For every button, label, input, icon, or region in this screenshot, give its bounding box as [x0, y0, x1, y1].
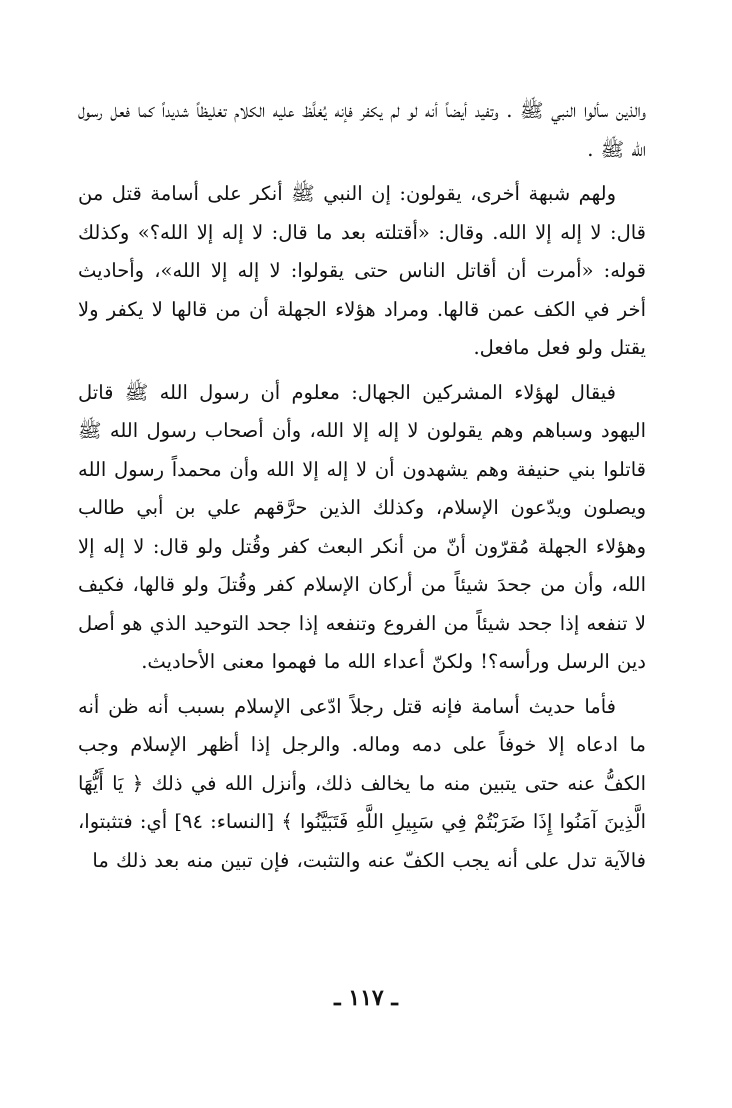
- page-body: [78, 92, 646, 992]
- page-number: ـ ١١٧ ـ: [334, 985, 398, 1011]
- paragraph-1: والذين سألوا النبي ﷺ . وتفيد أيضاً أنه لو لم يكفر فإنه يُغلَّظ عليه الكلام تغليظاً شديداً كما فعل رسول الله ﷺ .: [78, 99, 646, 161]
- paragraph-3: فيقال لهؤلاء المشركين الجهال: معلوم أن رسول الله ﷺ قاتل اليهود وسباهم وهم يقولون لا إله إلا الله، وأن أصحاب رسول الله ﷺ قاتلوا بني حنيفة وهم يشهدون أن لا إله إلا الله وأن محمداً رسول الله ويصلون ويدّعون الإسلام، وكذلك الذين حرَّقهم علي بن أبي طالب وهؤلاء الجهلة مُقرّون أنّ من أنكر البعث كفر وقُتل ولو قال: لا إله إلا الله، وأن من جحدَ شيئاً من أركان الإسلام كفر وقُتلَ ولو قالها، فكيف لا تنفعه إذا جحد شيئاً من الفروع وتنفعه إذا جحد التوحيد الذي هو أصل دين الرسل ورأسه؟! ولكنّ أعداء الله ما فهموا معنى الأحاديث.: [78, 380, 646, 673]
- paragraph-4: فأما حديث أسامة فإنه قتل رجلاً ادّعى الإسلام بسبب أنه ظن أنه ما ادعاه إلا خوفاً على دمه وماله. والرجل إذا أظهر الإسلام وجب الكفُّ عنه حتى يتبين منه ما يخالف ذلك، وأنزل الله في ذلك ﴿ يَا أَيُّهَا الَّذِينَ آمَنُوا إِذَا ضَرَبْتُمْ فِي سَبِيلِ اللَّهِ فَتَبَيَّنُوا ﴾ [النساء: ٩٤] أي: فتثبتوا، فالآية تدل على أنه يجب الكفّ عنه والتثبت، فإن تبين منه بعد ذلك ما: [78, 694, 646, 872]
- paragraph-2: ولهم شبهة أخرى، يقولون: إن النبي ﷺ أنكر على أسامة قتل من قال: لا إله إلا الله. وقال: «أقتلته بعد ما قال: لا إله إلا الله؟» وكذلك قوله: «أمرت أن أقاتل الناس حتى يقولوا: لا إله إلا الله»، وأحاديث أخر في الكف عمن قالها. ومراد هؤلاء الجهلة أن من قالها لا يكفر ولا يقتل ولو فعل مافعل.: [78, 182, 646, 359]
